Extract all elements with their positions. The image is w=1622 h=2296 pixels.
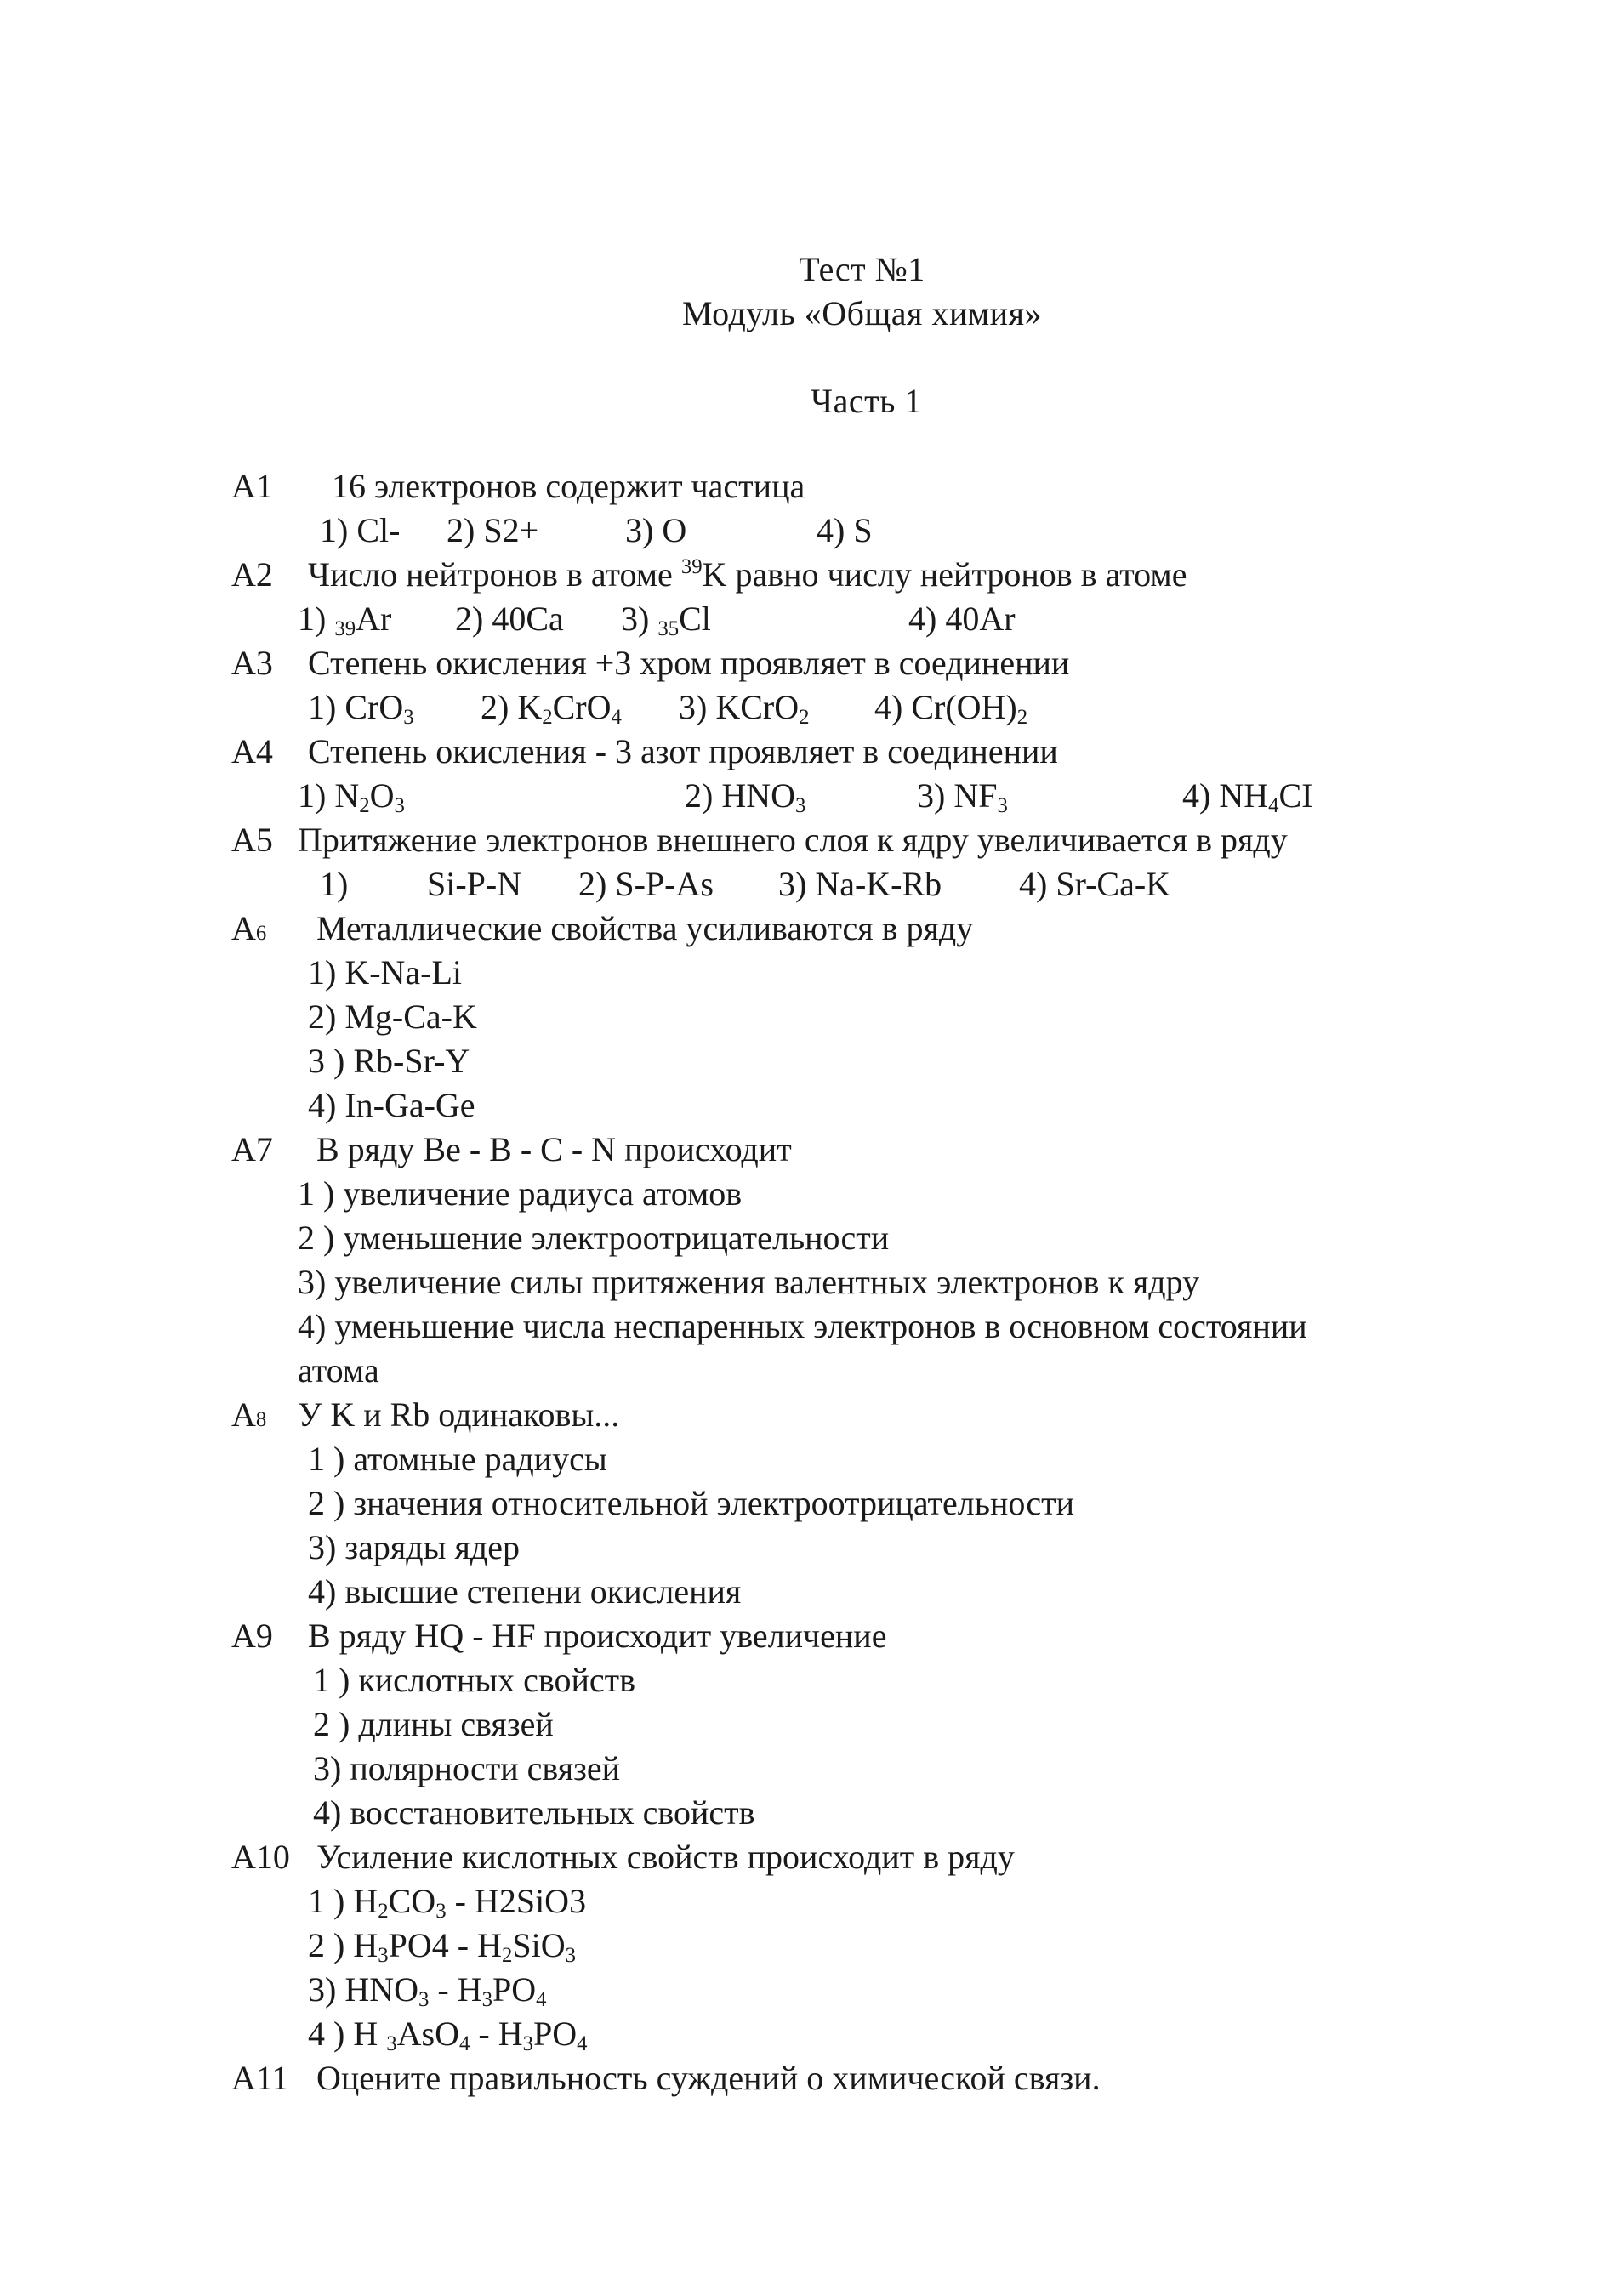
answer-option: 3) заряды ядер <box>308 1528 521 1566</box>
part-title: Часть 1 <box>811 382 922 420</box>
question-text: Металлические свойства усиливаются в ряду <box>316 909 974 947</box>
question-text: Степень окисления - 3 азот проявляет в соединении <box>308 732 1058 770</box>
answer-option: 1 ) кислотных свойств <box>313 1661 636 1699</box>
answer-option: 4) $NH_4CI$ <box>1182 776 1313 818</box>
answer-option: 3) $_{35}$Cl <box>621 600 711 641</box>
answer-option: 4) восстановительных свойств <box>313 1793 755 1832</box>
question-number: A8 <box>231 1395 267 1434</box>
answer-option: 4) In-Ga-Ge <box>308 1086 475 1124</box>
answer-option: 2) Mg-Ca-K <box>308 997 477 1036</box>
answer-option: 2 ) значения относительной электроотрицательности <box>308 1484 1075 1522</box>
question-number: A5 <box>231 821 273 859</box>
answer-option: 2) $K_2CrO_4$ <box>481 688 622 730</box>
answer-option: 1) $N_2O_3$ <box>298 776 405 818</box>
answer-option: 2 ) уменьшение электроотрицательности <box>298 1219 890 1257</box>
answer-option: 1) Cl- <box>320 511 401 549</box>
question-text: Усиление кислотных свойств происходит в ряду <box>316 1838 1015 1876</box>
question-text: Число нейтронов в атоме $^{39}$K равно числу нейтронов в атоме <box>308 555 1187 594</box>
question-text: Оцените правильность суждений о химической связи. <box>316 2059 1101 2097</box>
question-text: Притяжение электронов внешнего слоя к ядру увеличивается в ряду <box>298 821 1288 859</box>
answer-option: 3) полярности связей <box>313 1749 621 1787</box>
answer-option: 3) $NF_3$ <box>917 776 1008 818</box>
answer-option: 4) Sr-Ca-K <box>1019 865 1171 903</box>
question-text: 16 электронов содержит частица <box>332 467 805 505</box>
answer-option: 1) CrO$_3$ <box>308 688 414 730</box>
answer-option: 4) $Cr(OH)_2$ <box>874 688 1028 730</box>
question-number: A11 <box>231 2059 289 2097</box>
question-number: A3 <box>231 644 273 682</box>
question-number: A9 <box>231 1617 273 1655</box>
question-text: Степень окисления +3 хром проявляет в соединении <box>308 644 1070 682</box>
answer-option: 4) уменьшение числа неспаренных электронов в основном состоянии <box>298 1307 1307 1345</box>
answer-option: 1 ) $H_2CO_3 - H2SiO3$ <box>308 1882 587 1924</box>
answer-option: 3 ) Rb-Sr-Y <box>308 1042 470 1080</box>
question-text: У K и Rb одинаковы... <box>298 1395 620 1434</box>
question-number: A1 <box>231 467 273 505</box>
question-number: A10 <box>231 1838 290 1876</box>
answer-option: 1 ) увеличение радиуса атомов <box>298 1174 743 1213</box>
answer-option: 3) KCrO$_2$ <box>679 688 810 730</box>
answer-option: 2) 40Ca <box>455 600 564 638</box>
answer-option: 4) 40Ar <box>908 600 1016 638</box>
question-number: A2 <box>231 555 273 594</box>
answer-option: 1 ) атомные радиусы <box>308 1440 607 1478</box>
answer-option: 3) увеличение силы притяжения валентных электронов к ядру <box>298 1263 1200 1301</box>
answer-option-continued: атома <box>298 1351 379 1390</box>
answer-option: 2) S2+ <box>447 511 539 549</box>
module-title: Модуль «Общая химия» <box>682 294 1042 332</box>
answer-option: 4) S <box>817 511 873 549</box>
question-text: В ряду HQ - HF происходит увеличение <box>308 1617 887 1655</box>
answer-option: 1) <box>320 865 349 903</box>
answer-option: Si-P-N <box>427 865 522 903</box>
answer-option: 4 ) H $_3AsO_4 - H_3PO_4$ <box>308 2015 588 2056</box>
answer-option: 1) K-Na-Li <box>308 953 463 992</box>
question-number: A7 <box>231 1130 273 1168</box>
answer-option: 1) $_{39}$Ar <box>298 600 392 641</box>
question-number: A6 <box>231 909 267 947</box>
question-text: В ряду Be - B - C - N происходит <box>316 1130 792 1168</box>
question-number: A4 <box>231 732 273 770</box>
answer-option: 2) $HNO_3$ <box>685 776 806 818</box>
answer-option: 2 ) $H_3PO4 - H_2SiO_3$ <box>308 1926 577 1968</box>
answer-option: 2 ) длины связей <box>313 1705 554 1743</box>
answer-option: 3) O <box>625 511 687 549</box>
answer-option: 4) высшие степени окисления <box>308 1572 742 1611</box>
answer-option: 2) S-P-As <box>578 865 714 903</box>
answer-option: 3) Na-K-Rb <box>778 865 942 903</box>
test-title: Тест №1 <box>799 250 925 288</box>
answer-option: 3) $HNO_3 - H_3PO_4$ <box>308 1970 547 2012</box>
